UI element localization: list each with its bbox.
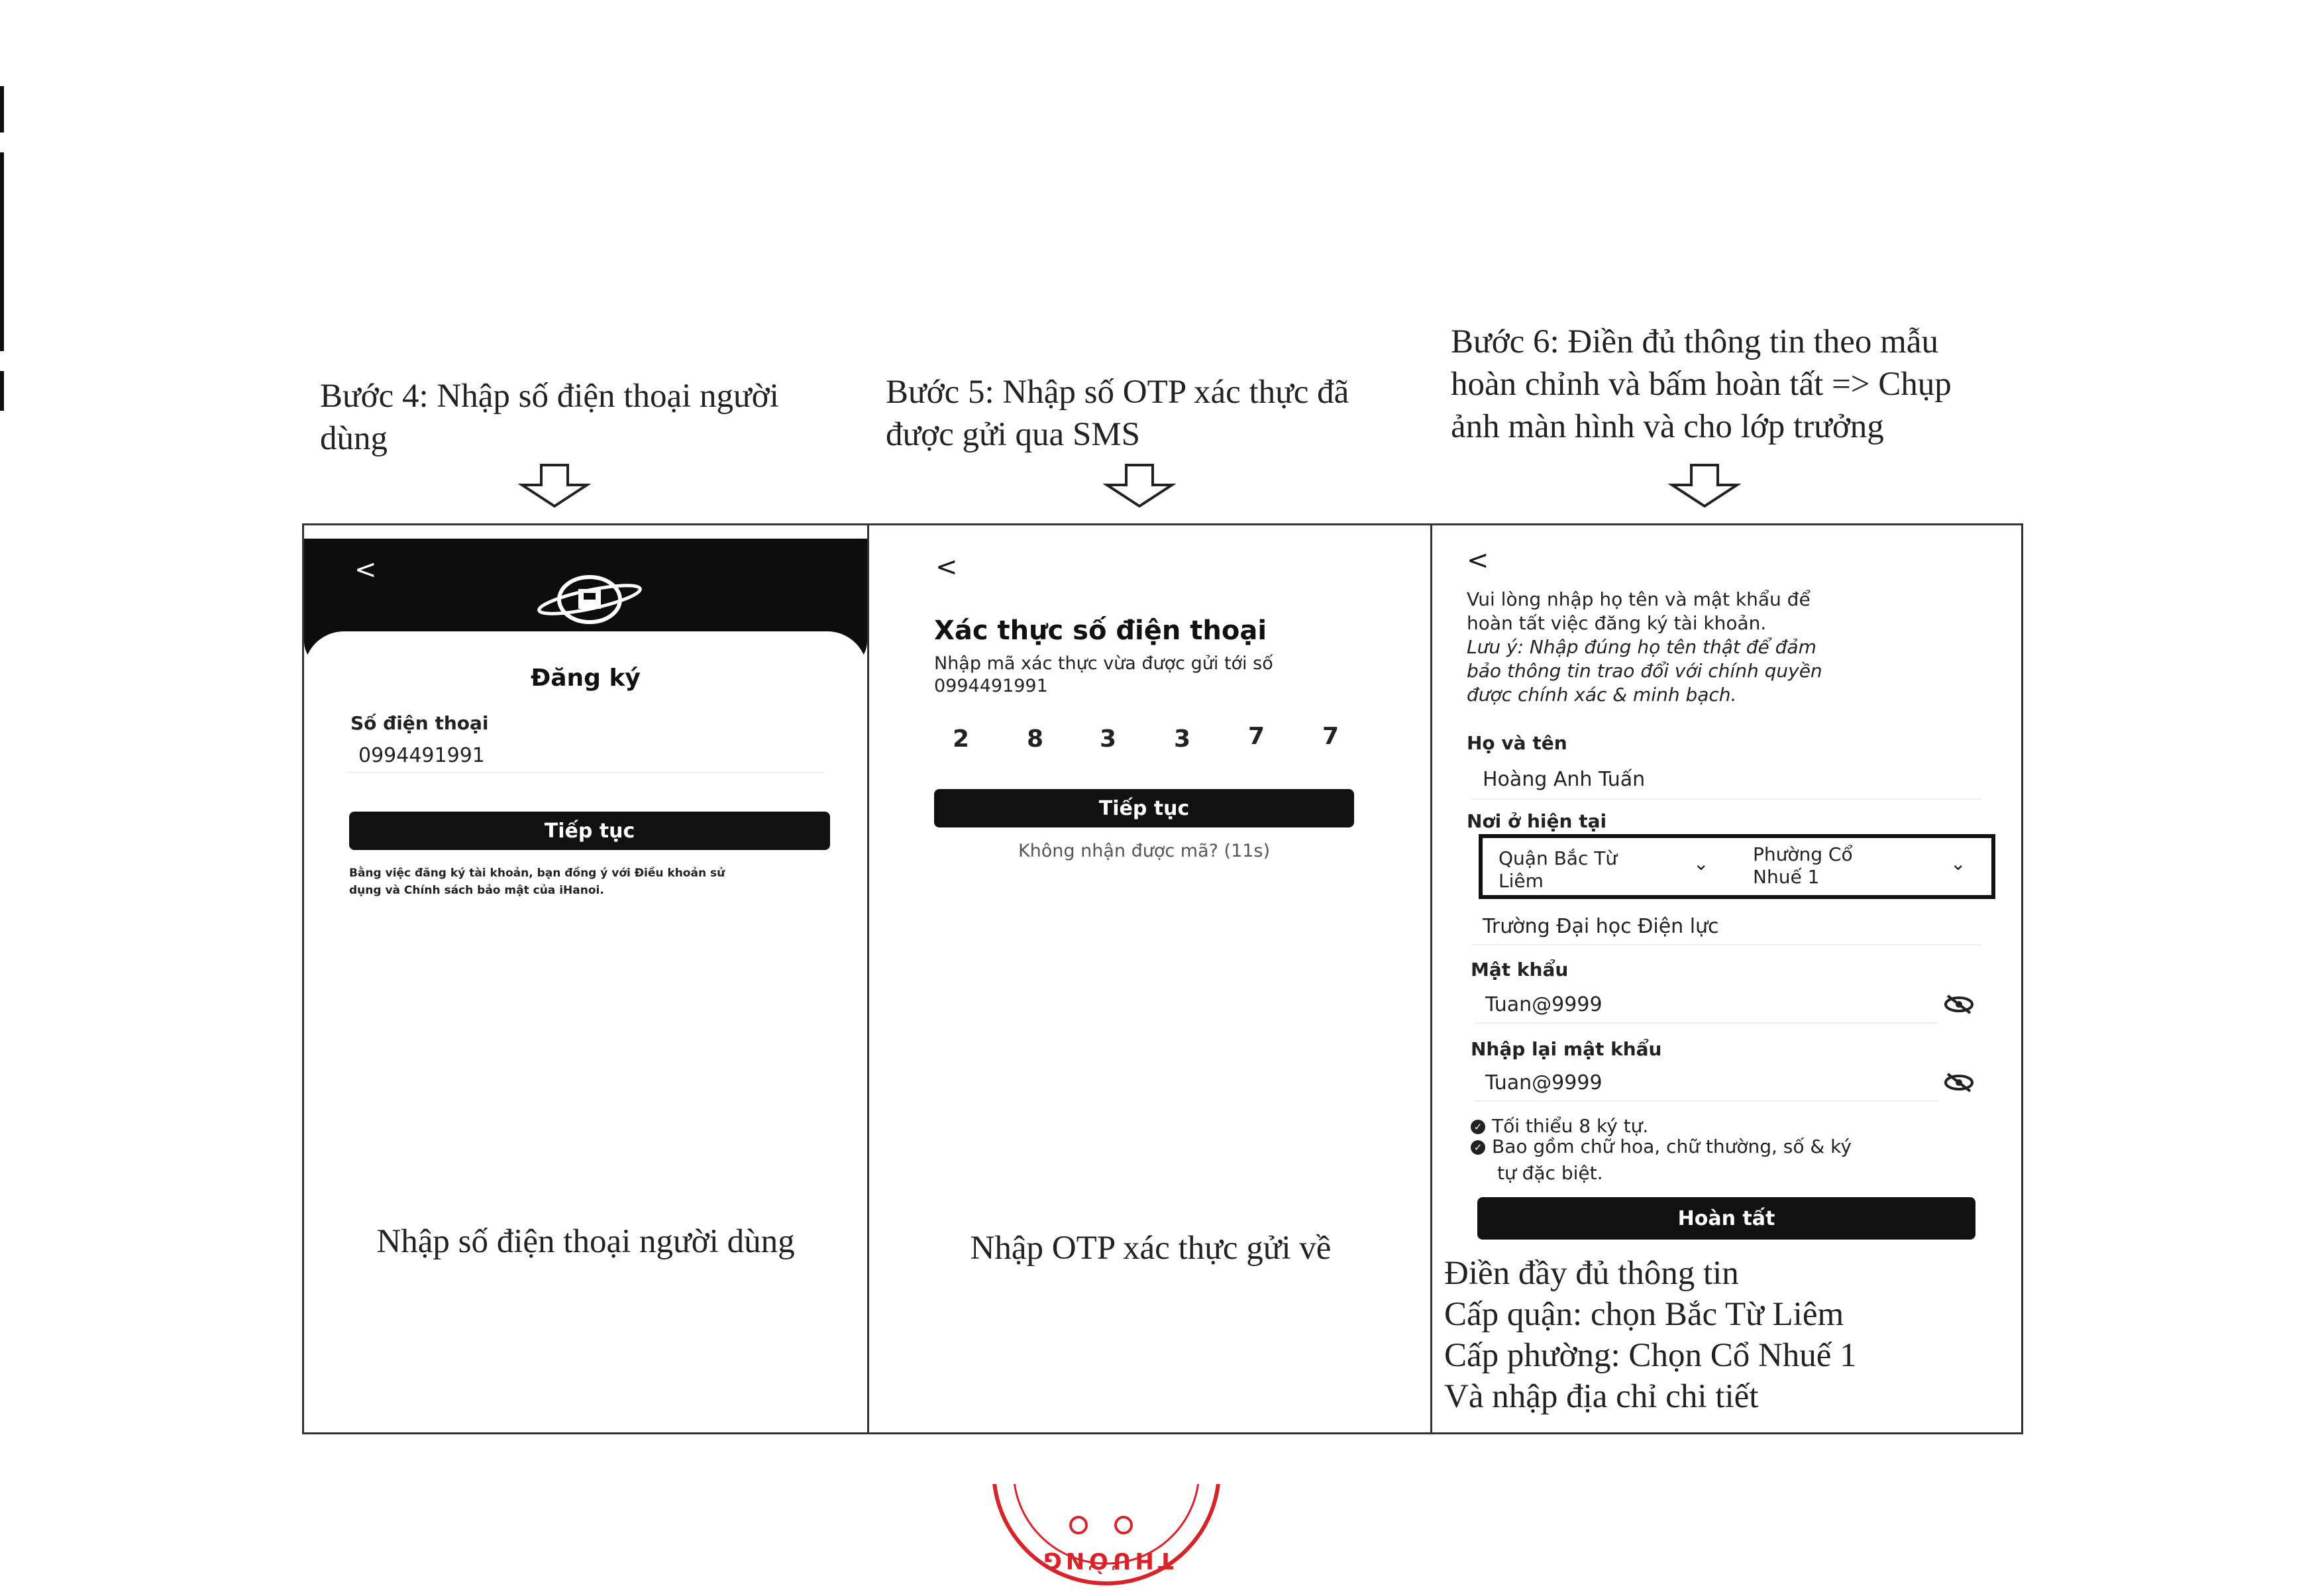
panel3-notes [1444, 1253, 1857, 1417]
phone-label: Số điện thoại [350, 712, 489, 734]
address-input[interactable]: Trường Đại học Điện lực [1472, 908, 1982, 945]
panel3-note-line: Cấp phường: Chọn Cổ Nhuế 1 [1444, 1337, 1857, 1374]
terms-line: Bằng việc đăng ký tài khoản, bạn đồng ý với Điều khoản sử [349, 867, 725, 880]
otp-phone-number: 0994491991 [934, 676, 1048, 696]
otp-subtitle-line: Nhập mã xác thực vừa được gửi tới số [934, 653, 1273, 674]
district-select[interactable]: Quận Bắc Từ Liêm [1499, 847, 1618, 892]
password-rule-text: tự đặc biệt. [1497, 1162, 1603, 1184]
continue-button[interactable]: Tiếp tục [934, 789, 1354, 827]
terms-line: dụng và Chính sách bảo mật của iHanoi. [349, 884, 604, 897]
otp-digit[interactable]: 8 [1027, 725, 1044, 753]
chevron-down-icon[interactable]: ⌄ [1693, 853, 1709, 875]
otp-digit[interactable]: 7 [1322, 723, 1340, 750]
phone-input[interactable]: 0994491991 [348, 739, 825, 773]
panel3-note-line: Điền đầy đủ thông tin [1444, 1255, 1739, 1292]
otp-digit[interactable]: 3 [1100, 725, 1117, 753]
note-line: Lưu ý: Nhập đúng họ tên thật để đảm [1467, 636, 1816, 658]
terms-text[interactable] [349, 865, 853, 899]
otp-digit[interactable]: 2 [953, 725, 970, 753]
password-input[interactable]: Tuan@9999 [1475, 986, 1938, 1024]
otp-subtitle [934, 653, 1273, 698]
step6-caption: Bước 6: Điền đủ thông tin theo mẫu hoàn chỉnh và bấm hoàn tất => Chụp ảnh màn hình và cho lớp trưởng [1451, 323, 1952, 445]
password-rule-text: Bao gồm chữ hoa, chữ thường, số & ký [1492, 1136, 1852, 1157]
otp-digit[interactable]: 3 [1174, 725, 1191, 753]
chevron-down-icon[interactable]: ⌄ [1950, 853, 1966, 875]
scan-margin-bar-1 [0, 86, 4, 133]
password-label: Mật khẩu [1471, 959, 1569, 981]
note-line: bảo thông tin trao đổi với chính quyền [1467, 660, 1822, 682]
register-title: Đăng ký [531, 665, 641, 692]
note-line: được chính xác & minh bạch. [1467, 684, 1737, 706]
ihanoi-logo-icon [533, 573, 646, 626]
ward-select[interactable]: Phường Cổ Nhuế 1 [1753, 843, 1853, 888]
scan-margin-bar-2 [0, 152, 4, 351]
panel-register-phone [304, 525, 867, 1432]
resend-link[interactable]: Không nhận được mã? (11s) [1018, 841, 1271, 861]
step4-caption: Bước 4: Nhập số điện thoại người dùng [320, 378, 779, 457]
otp-title: Xác thực số điện thoại [934, 615, 1267, 646]
down-arrow-icon [1668, 462, 1741, 509]
intro-line: hoàn tất việc đăng ký tài khoản. [1467, 612, 1767, 634]
panel-otp [867, 525, 1432, 1432]
eye-off-icon[interactable] [1942, 1071, 1975, 1094]
panel3-note-line: Cấp quận: chọn Bắc Từ Liêm [1444, 1296, 1844, 1333]
check-icon: ✓ [1471, 1140, 1485, 1155]
password-rule [1471, 1134, 1852, 1187]
password-rule-text: Tối thiểu 8 ký tự. [1492, 1115, 1649, 1137]
intro-line: Vui lòng nhập họ tên và mật khẩu để [1467, 588, 1811, 610]
step5-caption: Bước 5: Nhập số OTP xác thực đã được gửi qua SMS [886, 374, 1349, 453]
panel1-note: Nhập số điện thoại người dùng [376, 1223, 795, 1260]
confirm-password-input[interactable]: Tuan@9999 [1475, 1065, 1938, 1102]
name-label: Họ và tên [1467, 732, 1567, 754]
location-select-row [1479, 834, 1995, 899]
down-arrow-icon [1103, 462, 1176, 509]
screenshots-table [302, 523, 2023, 1434]
svg-text:THƯỜNG: THƯỜNG [1039, 1547, 1174, 1573]
complete-button[interactable]: Hoàn tất [1477, 1197, 1975, 1240]
eye-off-icon[interactable] [1942, 993, 1975, 1016]
check-icon: ✓ [1471, 1120, 1485, 1134]
name-input[interactable]: Hoàng Anh Tuấn [1472, 760, 1982, 800]
panel3-note-line: Và nhập địa chỉ chi tiết [1444, 1378, 1759, 1415]
scan-margin-bar-3 [0, 371, 4, 411]
back-icon[interactable]: < [935, 552, 958, 582]
panel-complete-profile [1430, 525, 2027, 1432]
residence-label: Nơi ở hiện tại [1467, 810, 1607, 832]
continue-button[interactable]: Tiếp tục [349, 812, 830, 850]
intro-text [1467, 588, 1822, 707]
back-icon[interactable]: < [354, 555, 377, 585]
back-icon[interactable]: < [1467, 545, 1489, 576]
confirm-password-label: Nhập lại mật khẩu [1471, 1038, 1662, 1060]
panel2-note: Nhập OTP xác thực gửi về [970, 1230, 1332, 1267]
down-arrow-icon [518, 462, 591, 509]
otp-digit[interactable]: 7 [1248, 723, 1265, 750]
red-seal-stamp [967, 1484, 1245, 1596]
